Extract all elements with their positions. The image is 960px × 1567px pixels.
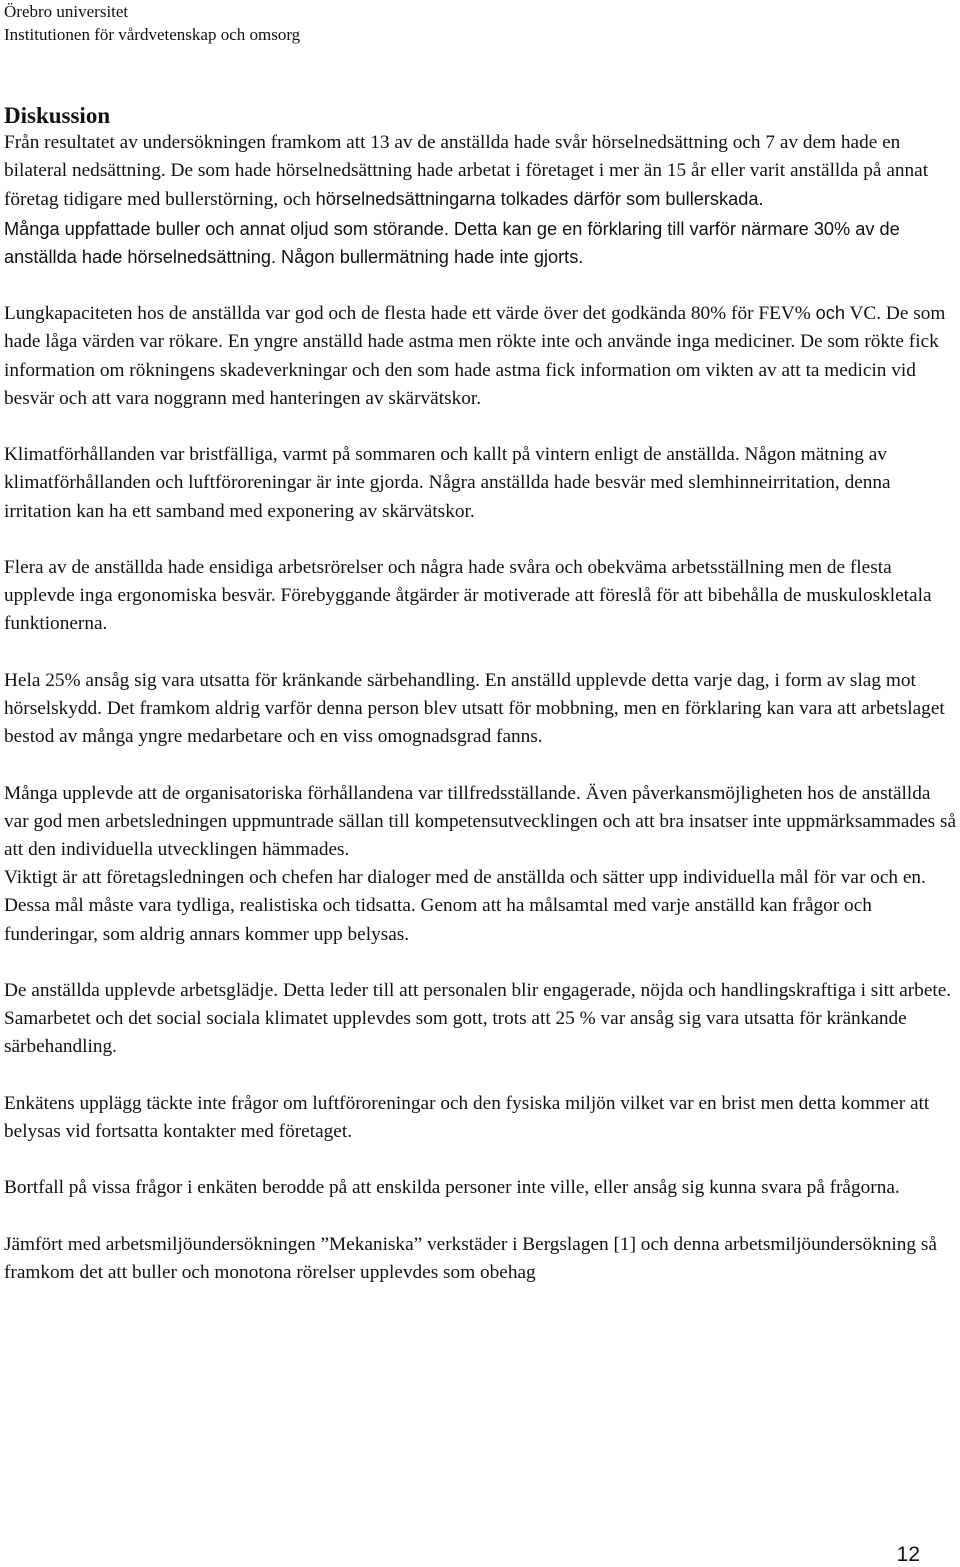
paragraph-comparison: Jämfört med arbetsmiljöundersökningen ”Mekaniska” verkstäder i Bergslagen [1] och denna arbetsmiljöundersökning så framkom det att buller och monotona rörelser upplevdes som obehag <box>4 1233 937 1283</box>
paragraph-survey-design: Enkätens upplägg täckte inte frågor om luftföroreningar och den fysiska miljön vilket var en brist men detta kommer att belysas vid fortsatta kontakter med företaget. <box>4 1092 930 1142</box>
paragraph-climate: Klimatförhållanden var bristfälliga, varmt på sommaren och kallt på vintern enligt de anställda. Någon mätning av klimatförhållanden och luftföroreningar är inte gjorda. Några anställda hade besvär med slemhinneirritation, denna irritation kan ha ett samband med exponering av skärvätskor. <box>4 444 891 522</box>
paragraph-hearing-results-text: Från resultatet av undersökningen framkom att 13 av de anställda hade svår hörselnedsättning och 7 av dem hade en bilateral nedsättning. De som hade hörselnedsättning hade arbetat i företaget i mer än 15 år eller varit anställda på annat företag tidigare med bullerstörning, och <box>4 132 929 211</box>
paragraph-noise-disturbance: Många uppfattade buller och annat oljud som störande. Detta kan ge en förklaring till varför närmare 30% av de anställda hade hörselnedsättning. Någon bullermätning hade inte gjorts. <box>4 218 900 267</box>
paragraph-lung-capacity <box>4 299 958 413</box>
paragraph-lung-capacity-text-c: VC. De som hade låga värden var rökare. En yngre anställd hade astma men rökte inte och använde inga mediciner. De som rökte fick information om rökningens skadeverkningar och den som hade astma fick information om vikten av att ta medicin vid besvär och att vara noggrann med hanteringen av skärvätskor. <box>4 303 946 409</box>
page-number: 12 <box>896 1543 920 1566</box>
section-title: Diskussion <box>4 103 111 128</box>
paragraph-hearing-results-sans-text: hörselnedsättningarna tolkades därför som bullerskada. <box>315 189 764 210</box>
paragraph-lung-capacity-text-a: Lungkapaciteten hos de anställda var god och de flesta hade ett värde över det godkända 80% för FEV% <box>4 303 816 325</box>
paragraph-lung-capacity-text-b: och <box>815 303 845 324</box>
paragraph-hearing-results <box>4 129 958 215</box>
paragraph-harassment: Hela 25% ansåg sig vara utsatta för kränkande särbehandling. En anställd upplevde detta varje dag, i form av slag mot hörselskydd. Det framkom aldrig varför denna person blev utsatt för mobbning, men en förklaring kan vara att arbetslaget bestod av många yngre medarbetare och en viss omognadsgrad fanns. <box>4 669 945 748</box>
paragraph-dropout: Bortfall på vissa frågor i enkäten berodde på att enskilda personer inte ville, eller ansåg sig kunna svara på frågorna. <box>4 1177 900 1199</box>
paragraph-organisation: Många upplevde att de organisatoriska förhållandena var tillfredsställande. Även påverkansmöjligheten hos de anställda var god men arbetsledningen uppmuntrade sällan till kompetensutvecklingen och att bra insatser inte uppmärksammades så att den individuella utvecklingen hämmades. <box>4 782 957 860</box>
header-department: Institutionen för vårdvetenskap och omsorg <box>4 25 301 44</box>
paragraph-management-dialogue: Viktigt är att företagsledningen och chefen har dialoger med de anställda och sätter upp individuella mål för var och en. Dessa mål måste vara tydliga, realistiska och tidsatta. Genom att ha målsamtal med varje anställd kan frågor och funderingar, som aldrig annars kommer upp belysas. <box>4 867 926 945</box>
paragraph-work-satisfaction: De anställda upplevde arbetsglädje. Detta leder till att personalen blir engagerade, nöjda och handlingskraftiga i sitt arbete. Samarbetet och det social sociala klimatet upplevdes som gott, trots att 25 % var ansåg sig vara utsatta för kränkande särbehandling. <box>4 980 952 1058</box>
paragraph-ergonomics: Flera av de anställda hade ensidiga arbetsrörelser och några hade svåra och obekväma arbetsställning men de flesta upplevde inga ergonomiska besvär. Förebyggande åtgärder är motiverade att föreslå för att bibehålla de muskuloskletala funktionerna. <box>4 557 932 635</box>
header-university: Örebro universitet <box>4 2 129 21</box>
document-body <box>4 129 958 1287</box>
page-header <box>4 0 300 46</box>
